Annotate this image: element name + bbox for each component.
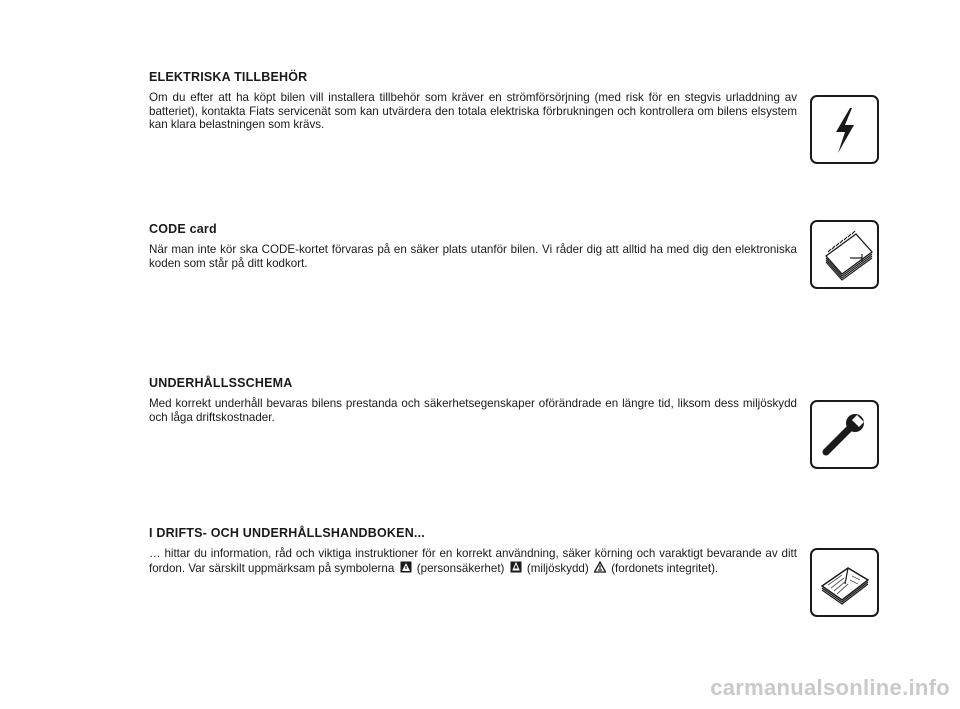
section-title: I DRIFTS- OCH UNDERHÅLLSHANDBOKEN... (149, 526, 425, 540)
person-safety-icon (400, 561, 412, 573)
section-electrical-accessories (149, 70, 797, 132)
section-text: När man inte kör ska CODE-kortet förvaras på en säker plats utanför bilen. Vi råder dig att alltid ha med dig den elektroniska koden som står på ditt kodkort. (149, 243, 797, 270)
section-code-card (149, 222, 797, 270)
section-owners-handbook (149, 526, 797, 575)
section-text: Med korrekt underhåll bevaras bilens prestanda och säkerhetsegenskaper oförändrade en längre tid, liksom dess miljöskydd och låga driftskostnader. (149, 397, 797, 424)
lightning-bolt-icon (810, 95, 879, 164)
code-card-icon (810, 220, 879, 289)
section-text: Om du efter att ha köpt bilen vill installera tillbehör som kräver en strömförsörjning (med risk för en stegvis urladdning av batteriet), kontakta Fiats servicenät som kan utvärdera den totala elektriska förbrukningen och kontrollera om bilens elsystem kan klara belastningen som krävs. (149, 91, 797, 132)
vehicle-integrity-icon (594, 561, 606, 573)
section-text: … hittar du information, råd och viktiga instruktioner för en korrekt användning, säker körning och varaktigt bevarande av ditt fordon. Var särskilt uppmärksam på symbolerna (personsäkerhet) (miljöskydd) (fordonets integritet). (149, 547, 797, 575)
environment-icon (510, 561, 522, 573)
section-maintenance-schedule (149, 376, 797, 424)
section-title: ELEKTRISKA TILLBEHÖR (149, 70, 308, 84)
section-title: CODE card (149, 222, 217, 236)
wrench-icon (810, 400, 879, 469)
watermark: carmanualsonline.info (710, 675, 950, 700)
open-book-icon (810, 548, 879, 617)
section-title: UNDERHÅLLSSCHEMA (149, 376, 293, 390)
